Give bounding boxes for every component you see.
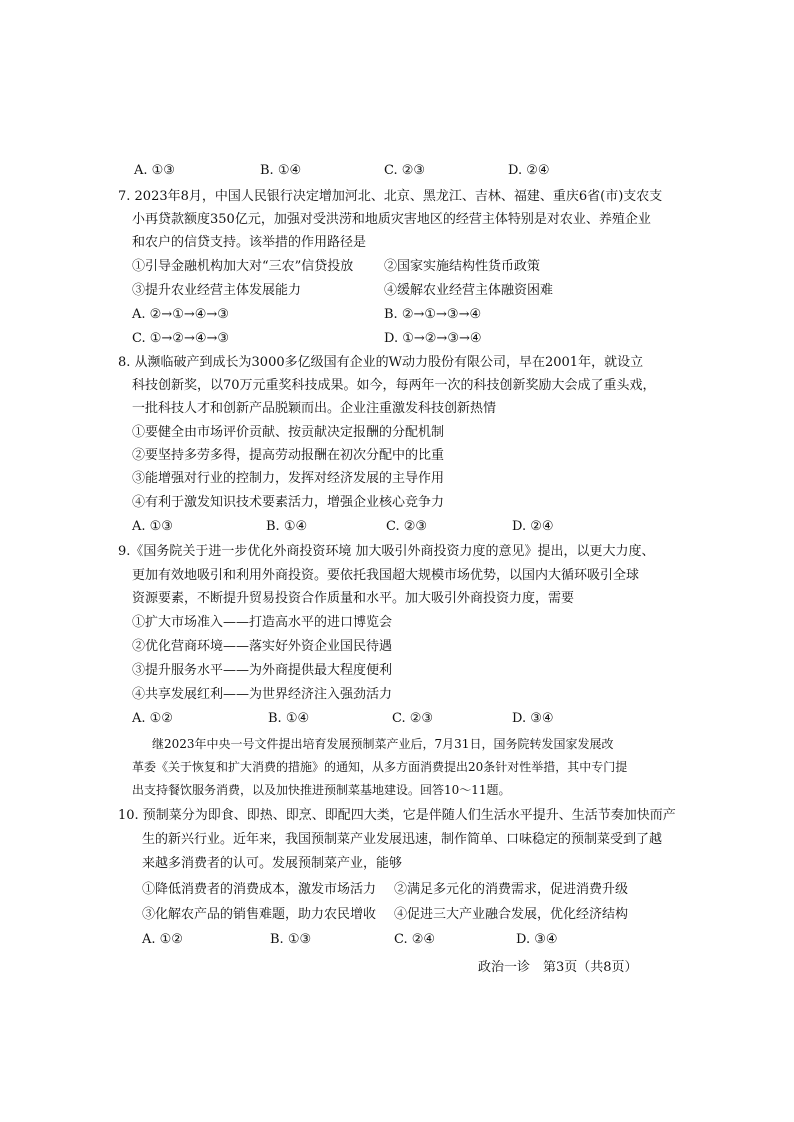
q7-stem-line-3: 和农户的信贷支持。该举措的作用路径是 [132,235,367,250]
q8-stem-line-2: 科技创新奖，以70万元重奖科技成果。如今，每两年一次的科技创新奖励大会成了重头戏， [132,378,656,393]
q9-stem-line-1: 9.《国务院关于进一步优化外商投资环境 加大吸引外商投资力度的意见》提出，以更大力度、 [118,544,655,559]
passage-line-3: 出支持餐饮服务消费，以及加快推进预制菜基地建设。回答10～11题。 [132,783,511,797]
q8-statement-1: ①要健全由市场评价贡献、按贡献决定报酬的分配机制 [132,425,445,440]
q9-option-a: A. ①② [132,711,173,726]
q8-statement-3: ③能增强对行业的控制力，发挥对经济发展的主导作用 [132,471,445,486]
q9-statement-2: ②优化营商环境——落实好外资企业国民待遇 [132,639,393,654]
q8-stem-line-3: 一批科技人才和创新产品脱颖而出。企业注重激发科技创新热情 [132,401,497,416]
q8-options [132,517,652,537]
q6-option-c: C. ②③ [384,163,426,178]
q9-option-b: B. ①④ [268,711,310,726]
q6-option-a: A. ①③ [134,163,175,178]
q9-statement-1: ①扩大市场准入——打造高水平的进口博览会 [132,615,393,630]
q7-stem-line-1: 7. 2023年8月，中国人民银行决定增加河北、北京、黑龙江、吉林、福建、重庆6省(市)支农支 [118,189,663,204]
q7-option-c: C. ①→②→④→③ [132,331,230,346]
q8-option-c: C. ②③ [386,519,428,534]
q9-statement-4: ④共享发展红利——为世界经济注入强劲活力 [132,687,393,702]
q9-option-d: D. ③④ [512,711,554,726]
q8-option-a: A. ①③ [132,519,173,534]
q10-statement-1: ①降低消费者的消费成本，激发市场活力 [142,882,377,897]
passage-line-2: 革委《关于恢复和扩大消费的措施》的通知，从多方面消费提出20条针对性举措，其中专门提 [132,760,628,774]
q9-stem-line-3: 资源要素，不断提升贸易投资合作质量和水平。加大吸引外商投资力度，需要 [132,591,575,606]
q10-statement-2: ②满足多元化的消费需求，促进消费升级 [394,882,629,897]
q8-stem-line-1: 8. 从濒临破产到成长为3000多亿级国有企业的W动力股份有限公司，早在2001年，就设立 [118,355,644,370]
q8-option-d: D. ②④ [512,519,554,534]
q7-statement-2: ②国家实施结构性货币政策 [384,259,541,274]
q7-statement-4: ④缓解农业经营主体融资困难 [384,283,554,298]
q10-statement-4: ④促进三大产业融合发展，优化经济结构 [394,907,629,922]
q9-options [132,709,652,729]
q10-option-d: D. ③④ [516,932,558,947]
q7-statement-1: ①引导金融机构加大对“三农”信贷投放 [132,259,354,274]
q9-stem-line-2: 更加有效地吸引和利用外商投资。要依托我国超大规模市场优势，以国内大循环吸引全球 [132,568,640,583]
q10-options [142,930,662,950]
q7-statement-3: ③提升农业经营主体发展能力 [132,283,302,298]
q10-option-b: B. ①③ [270,932,312,947]
q10-statement-3: ③化解农产品的销售难题，助力农民增收 [142,907,377,922]
q10-option-a: A. ①② [142,932,183,947]
q7-option-b: B. ②→①→③→④ [384,307,482,322]
q10-option-c: C. ②④ [394,932,436,947]
q7-stem-line-2: 小再贷款额度350亿元，加强对受洪涝和地质灾害地区的经营主体特别是对农业、养殖企业 [132,212,651,227]
q8-statement-2: ②要坚持多劳多得，提高劳动报酬在初次分配中的比重 [132,448,445,463]
q6-option-d: D. ②④ [508,163,550,178]
page-footer: 政治一诊 第3页（共8页） [478,960,638,975]
q7-option-a: A. ②→①→④→③ [132,307,229,322]
q6-option-b: B. ①④ [260,163,302,178]
q9-option-c: C. ②③ [392,711,434,726]
q10-stem-line-3: 来越多消费者的认可。发展预制菜产业，能够 [142,856,403,871]
q9-statement-3: ③提升服务水平——为外商提供最大程度便利 [132,663,393,678]
q8-option-b: B. ①④ [266,519,308,534]
passage-line-1: 继2023年中央一号文件提出培育发展预制菜产业后，7月31日，国务院转发国家发展改 [152,737,614,751]
q6-options [134,161,654,181]
q10-stem-line-2: 生的新兴行业。近年来，我国预制菜产业发展迅速，制作简单、口味稳定的预制菜受到了越 [142,832,663,847]
q7-option-d: D. ①→②→③→④ [384,331,482,346]
q10-stem-line-1: 10. 预制菜分为即食、即热、即烹、即配四大类，它是伴随人们生活水平提升、生活节奏加快而产 [118,808,676,823]
q8-statement-4: ④有利于激发知识技术要素活力，增强企业核心竞争力 [132,495,445,510]
